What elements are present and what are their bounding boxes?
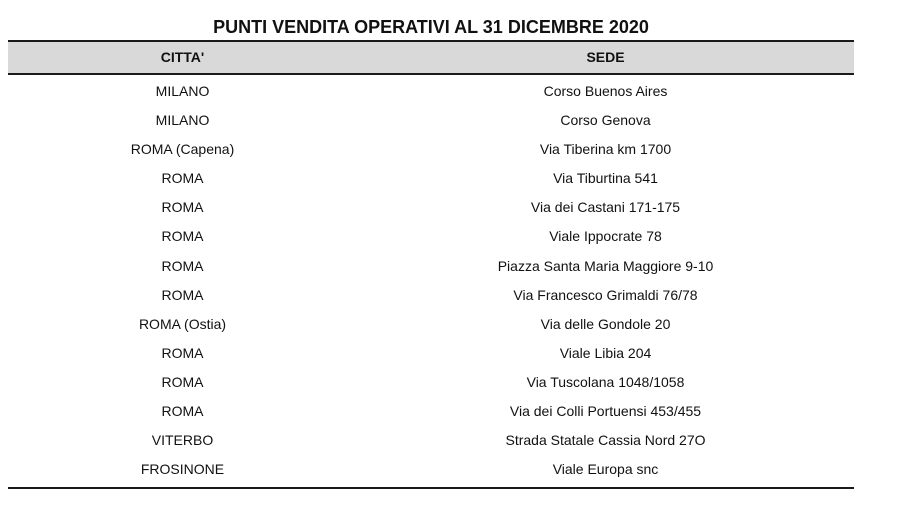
table-row xyxy=(8,164,854,193)
cell-site: Viale Ippocrate 78 xyxy=(549,228,662,245)
cell-city: FROSINONE xyxy=(140,461,225,478)
cell-site: Viale Libia 204 xyxy=(559,344,652,361)
table-row xyxy=(8,310,854,339)
cell-city: MILANO xyxy=(155,112,210,129)
cell-city: ROMA xyxy=(161,344,204,361)
cell-city: ROMA xyxy=(161,286,204,303)
document-title: PUNTI VENDITA OPERATIVI AL 31 DICEMBRE 2020 xyxy=(213,17,649,37)
cell-site: Viale Europa snc xyxy=(552,461,659,478)
store-table xyxy=(8,40,854,489)
cell-city: ROMA xyxy=(161,373,204,390)
cell-site: Corso Genova xyxy=(560,112,651,129)
header-site: SEDE xyxy=(586,49,625,65)
table-row xyxy=(8,455,854,484)
table-row xyxy=(8,222,854,251)
table-row xyxy=(8,106,854,135)
cell-site: Via Tiberina km 1700 xyxy=(539,141,672,158)
cell-site: Via Tiburtina 541 xyxy=(553,170,658,187)
table-row xyxy=(8,193,854,222)
table-row xyxy=(8,339,854,368)
cell-site: Via dei Colli Portuensi 453/455 xyxy=(509,403,702,420)
cell-city: ROMA xyxy=(161,170,204,187)
table-row xyxy=(8,281,854,310)
table-bottom-rule xyxy=(8,487,854,489)
table-row xyxy=(8,426,854,455)
cell-city: ROMA xyxy=(161,199,204,216)
cell-site: Via Francesco Grimaldi 76/78 xyxy=(513,286,698,303)
cell-site: Piazza Santa Maria Maggiore 9-10 xyxy=(497,257,714,274)
cell-site: Via dei Castani 171-175 xyxy=(530,199,681,216)
table-row xyxy=(8,397,854,426)
table-row xyxy=(8,368,854,397)
cell-city: ROMA xyxy=(161,403,204,420)
table-header xyxy=(8,40,854,75)
cell-site: Via delle Gondole 20 xyxy=(540,315,671,332)
table-body xyxy=(8,75,854,484)
cell-site: Via Tuscolana 1048/1058 xyxy=(526,373,685,390)
cell-city: ROMA xyxy=(161,228,204,245)
cell-city: VITERBO xyxy=(151,432,214,449)
cell-city: ROMA (Capena) xyxy=(130,141,235,158)
cell-city: ROMA xyxy=(161,257,204,274)
table-row xyxy=(8,77,854,106)
cell-site: Strada Statale Cassia Nord 27O xyxy=(505,432,706,449)
cell-city: ROMA (Ostia) xyxy=(138,315,227,332)
header-city: CITTA' xyxy=(160,49,205,65)
table-row xyxy=(8,135,854,164)
cell-site: Corso Buenos Aires xyxy=(543,83,668,99)
table-row xyxy=(8,252,854,281)
cell-city: MILANO xyxy=(155,83,210,99)
